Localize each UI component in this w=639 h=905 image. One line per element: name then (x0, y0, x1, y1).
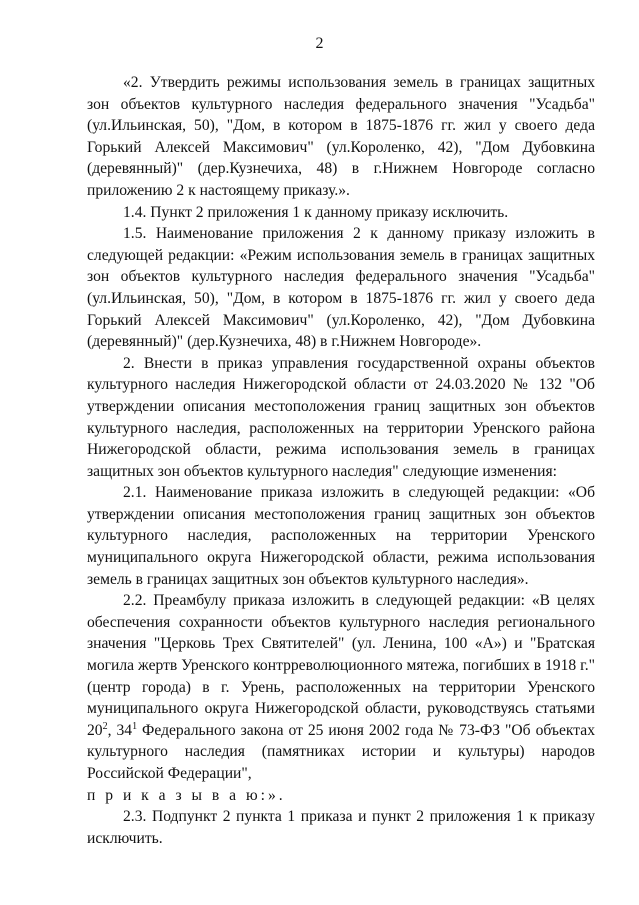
paragraph-item-1-4: 1.4. Пункт 2 приложения 1 к данному приказу исключить. (123, 203, 509, 221)
order-closing-word: п р и к а з ы в а ю:». (87, 786, 286, 804)
paragraph-item-1-5: 1.5. Наименование приложения 2 к данному приказу изложить в следующей редакции: «Режим использования земель в границах защитных зон объектов культурного наследия федерального значения "Усадьба" (ул.Ильинская, 50), "Дом, в котором в 1875-1876 гг. жил у своего деда Горький Алексей Максимович" (ул.Короленко, 42), "Дом Дубовкина (деревянный)" (дер.Кузнечиха, 48) в г.Нижнем Новгороде». (87, 225, 595, 351)
superscript-article-34: 1 (132, 720, 138, 732)
document-body (87, 72, 595, 849)
paragraph-2-2-text-end: Федерального закона от 25 июня 2002 года № 73-ФЗ "Об объектах культурного наследия (памятниках истории и культуры) народов Российской Федерации", (87, 721, 595, 782)
page-number: 2 (315, 35, 324, 52)
paragraph-item-2-2 (87, 590, 595, 806)
paragraph-2-2-text-start: 2.2. Преамбулу приказа изложить в следующей редакции: «В целях обеспечения сохранности объектов культурного наследия регионального значения "Церковь Трех Святителей" (ул. Ленина, 100 «А») и "Братская могила жертв Уренского контрреволюционного мятежа, погибших в 1918 г." (центр города) в г. Урень, расположенных на территории Уренского муниципального округа Нижегородской области, руководствуясь статьями 20 (87, 592, 595, 739)
paragraph-item-2-1: 2.1. Наименование приказа изложить в следующей редакции: «Об утверждении описания местоположения границ защитных зон объектов культурного наследия, расположенных на территории Уренского муниципального округа Нижегородской области, режима использования земель в границах защитных зон объектов культурного наследия». (87, 484, 595, 588)
paragraph-2-2-text-middle: , 34 (107, 721, 133, 739)
paragraph-item-2-amend-order: 2. Внести в приказ управления государственной охраны объектов культурного наследия Нижегородской области от 24.03.2020 № 132 "Об утверждении описания местоположения границ защитных зон объектов культурного наследия, расположенных на территории Уренского района Нижегородской области, режима использования земель в границах защитных зон объектов культурного наследия" следующие изменения: (87, 354, 595, 480)
paragraph-item-2-approve-regimes: «2. Утвердить режимы использования земель в границах защитных зон объектов культурного наследия федерального значения "Усадьба" (ул.Ильинская, 50), "Дом, в котором в 1875-1876 гг. жил у своего деда Горький Алексей Максимович" (ул.Короленко, 42), "Дом Дубовкина (деревянный)" (дер.Кузнечиха, 48) в г.Нижнем Новгороде согласно приложению 2 к настоящему приказу.». (87, 74, 595, 199)
paragraph-item-2-3: 2.3. Подпункт 2 пункта 1 приказа и пункт 2 приложения 1 к приказу исключить. (87, 808, 595, 847)
superscript-article-20: 2 (102, 720, 108, 732)
